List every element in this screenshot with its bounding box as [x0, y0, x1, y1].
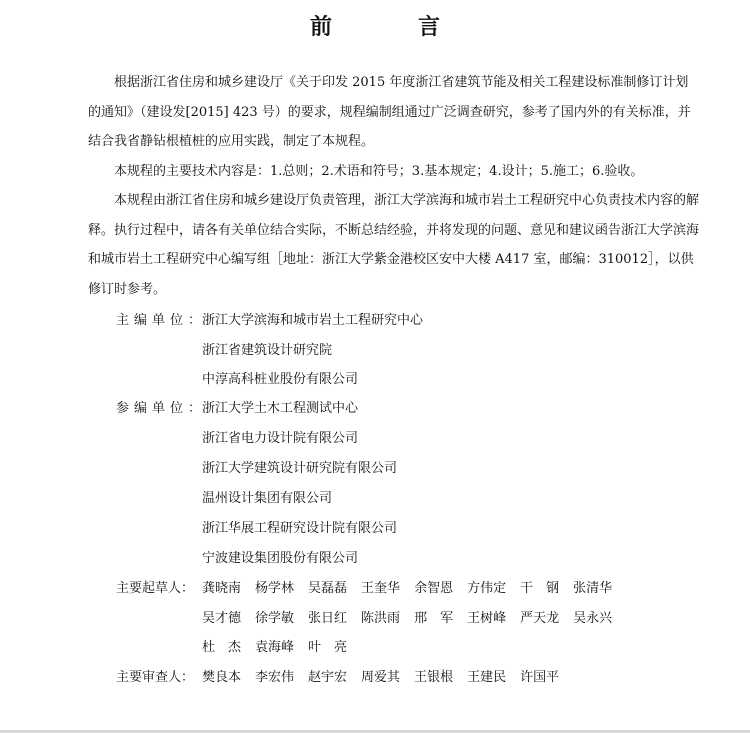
- reviewer-name: 许国平: [520, 670, 560, 685]
- drafter-name: 王奎华: [361, 581, 401, 596]
- drafter-name: 余智恩: [414, 581, 454, 596]
- chief-units-label: 主编单位：: [116, 313, 207, 328]
- participating-unit: 浙江省电力设计院有限公司: [202, 431, 359, 446]
- reviewer-name: 李宏伟: [255, 670, 295, 685]
- drafter-name: 杜 杰: [202, 640, 242, 655]
- chief-units-row-2: [0, 341, 750, 361]
- drafter-name: 张日红: [308, 611, 348, 626]
- reviewers-row: [0, 668, 750, 688]
- drafter-name: 王树峰: [467, 611, 507, 626]
- drafter-name: 陈洪雨: [361, 611, 401, 626]
- drafter-name: 吴磊磊: [308, 581, 348, 596]
- participating-unit: 温州设计集团有限公司: [202, 491, 333, 506]
- drafters-names-3: [202, 638, 361, 658]
- chief-units-row-3: [0, 370, 750, 390]
- drafter-name: 徐学敏: [255, 611, 295, 626]
- page-title: 前 言: [309, 14, 472, 40]
- drafter-name: 干 钢: [520, 581, 560, 596]
- drafter-name: 杨学林: [255, 581, 295, 596]
- drafters-names-1: [202, 579, 626, 599]
- participating-units-row-6: [0, 549, 750, 569]
- participating-unit: 浙江大学土木工程测试中心: [202, 401, 359, 416]
- participating-unit: 宁波建设集团股份有限公司: [202, 551, 359, 566]
- chief-units-row-1: [0, 311, 750, 331]
- participating-units-row-4: [0, 489, 750, 509]
- drafter-name: 叶 亮: [308, 640, 348, 655]
- paragraph-basis: 根据浙江省住房和城乡建设厅《关于印发 2015 年度浙江省建筑节能及相关工程建设标准制修订计划的通知》（建设发[2015] 423 号）的要求，规程编制组通过广泛调查研究，参考了国内外的有关标准，并结合我省静钻根植桩的应用实践，制定了本规程。: [88, 75, 691, 149]
- drafters-row-1: [0, 579, 750, 599]
- drafter-name: 严天龙: [520, 611, 560, 626]
- participating-units-label: 参编单位：: [116, 401, 207, 416]
- drafter-name: 吴永兴: [573, 611, 613, 626]
- drafters-row-3: [0, 638, 750, 658]
- reviewer-name: 周爱其: [361, 670, 401, 685]
- participating-units-row-2: [0, 429, 750, 449]
- chief-unit: 浙江大学滨海和城市岩土工程研究中心: [202, 313, 424, 328]
- drafter-name: 邢 军: [414, 611, 454, 626]
- participating-units-row-1: [0, 399, 750, 419]
- participating-unit: 浙江华展工程研究设计院有限公司: [202, 521, 398, 536]
- participating-units-row-5: [0, 519, 750, 539]
- drafter-name: 张清华: [573, 581, 613, 596]
- drafter-name: 吴才德: [202, 611, 242, 626]
- reviewer-name: 王建民: [467, 670, 507, 685]
- reviewers-names: [202, 668, 573, 688]
- drafters-names-2: [202, 609, 626, 629]
- drafters-label: 主要起草人：: [116, 581, 195, 596]
- drafter-name: 袁海峰: [255, 640, 295, 655]
- reviewer-name: 赵宇宏: [308, 670, 348, 685]
- reviewer-name: 樊良本: [202, 670, 242, 685]
- reviewer-name: 王银根: [414, 670, 454, 685]
- chief-unit: 浙江省建筑设计研究院: [202, 343, 333, 358]
- drafters-row-2: [0, 609, 750, 629]
- chief-unit: 中淳高科桩业股份有限公司: [202, 372, 359, 387]
- drafter-name: 方伟定: [467, 581, 507, 596]
- paragraph-management: 本规程由浙江省住房和城乡建设厅负责管理，浙江大学滨海和城市岩土工程研究中心负责技术内容的解释。执行过程中，请各有关单位结合实际，不断总结经验，并将发现的问题、意见和建议函告浙江大学滨海和城市岩土工程研究中心编写组［地址：浙江大学紫金港校区安中大楼 A417 室，邮编：310012］，以供修订时参考。: [88, 193, 700, 297]
- paragraph-content: 本规程的主要技术内容是：1.总则；2.术语和符号；3.基本规定；4.设计；5.施工；6.验收。: [114, 164, 644, 179]
- participating-unit: 浙江大学建筑设计研究院有限公司: [202, 461, 398, 476]
- drafter-name: 龚晓南: [202, 581, 242, 596]
- participating-units-row-3: [0, 459, 750, 479]
- reviewers-label: 主要审查人：: [116, 670, 195, 685]
